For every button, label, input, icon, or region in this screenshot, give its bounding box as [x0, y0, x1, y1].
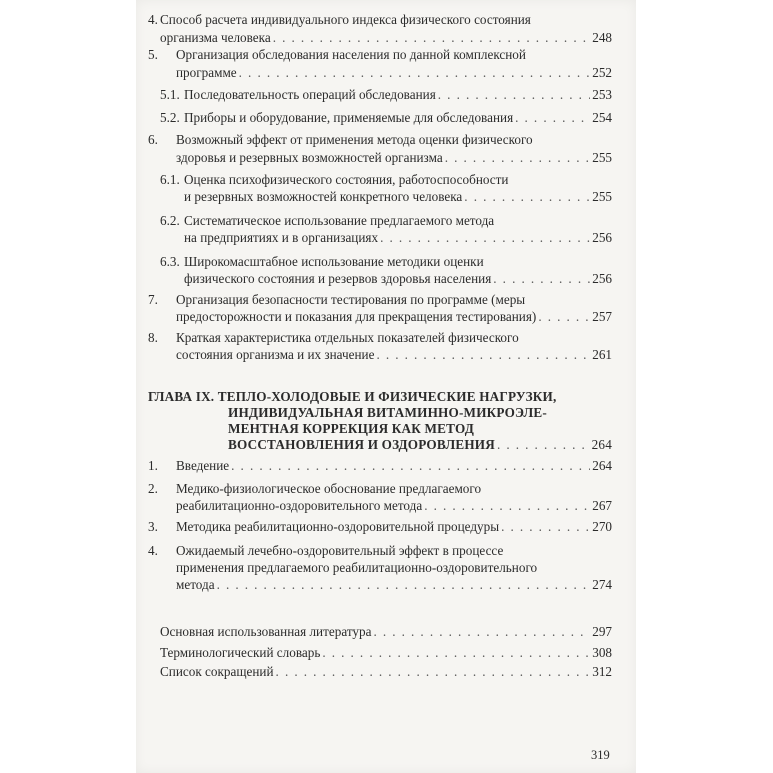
entry-number: 4.	[148, 543, 158, 558]
entry-title-text: метода	[176, 577, 215, 592]
page-ref: 264	[591, 437, 612, 452]
entry-line	[176, 47, 526, 63]
dot-leader	[464, 189, 590, 205]
entry-title-text: Краткая характеристика отдельных показателей физического	[176, 330, 519, 345]
entry-line-with-leader	[184, 230, 612, 246]
entry-number: 2.	[148, 481, 158, 496]
page-ref: 254	[592, 110, 612, 125]
entry-title-text: здоровья и резервных возможностей организма	[176, 150, 443, 165]
entry-line	[184, 213, 494, 229]
entry-title-text: Широкомасштабное использование методики оценки	[184, 254, 484, 269]
entry-title-text: Способ расчета индивидуального индекса физического состояния	[160, 12, 531, 27]
entry-title-text: Приборы и оборудование, применяемые для обследования	[184, 110, 514, 125]
entry-line-with-leader	[160, 30, 612, 46]
entry-number: 5.1.	[160, 87, 180, 102]
chapter-heading-line	[228, 405, 547, 421]
page-ref: 248	[592, 30, 612, 45]
entry-title-text: Оценка психофизического состояния, работоспособности	[184, 172, 509, 187]
chapter-heading-text: ГЛАВА IX. ТЕПЛО-ХОЛОДОВЫЕ И ФИЗИЧЕСКИЕ НАГРУЗКИ,	[148, 389, 557, 404]
entry-line-with-leader	[176, 519, 612, 535]
entry-number: 5.2.	[160, 110, 180, 125]
entry-line	[184, 254, 484, 270]
entry-title-text: Введение	[176, 458, 230, 473]
entry-line	[184, 172, 508, 188]
entry-title-text: Методика реабилитационно-оздоровительной процедуры	[176, 519, 500, 534]
entry-title-text: предосторожности и показания для прекращения тестирования)	[176, 309, 537, 324]
entry-title-text: Медико-физиологическое обоснование предлагаемого	[176, 481, 482, 496]
chapter-heading-line-with-leader	[228, 437, 612, 453]
entry-title-text: применения предлагаемого реабилитационно-оздоровительного	[176, 560, 538, 575]
dot-leader	[445, 150, 591, 166]
page-ref: 274	[592, 577, 612, 592]
page-ref: 312	[592, 664, 612, 679]
dot-leader	[497, 437, 590, 453]
entry-line-with-leader	[176, 65, 612, 81]
entry-title-text: и резервных возможностей конкретного человека	[184, 189, 463, 204]
dot-leader	[239, 65, 591, 81]
dot-leader	[273, 30, 591, 46]
page-ref: 261	[592, 347, 612, 362]
entry-number: 6.	[148, 132, 158, 147]
entry-number: 1.	[148, 458, 158, 473]
back-matter-item	[160, 664, 612, 680]
dot-leader	[515, 110, 590, 126]
entry-title-text: организма человека	[160, 30, 271, 45]
dot-leader	[501, 519, 590, 535]
entry-line	[176, 560, 537, 576]
entry-title-text: Организация безопасности тестирования по программе (меры	[176, 292, 526, 307]
entry-title-text: реабилитационно-оздоровительного метода	[176, 498, 423, 513]
chapter-heading-text: ИНДИВИДУАЛЬНАЯ ВИТАМИННО-МИКРОЭЛЕ-	[228, 405, 547, 420]
page-number: 319	[591, 748, 610, 762]
entry-line	[176, 132, 533, 148]
entry-number: 6.2.	[160, 213, 180, 228]
entry-title-text: программе	[176, 65, 237, 80]
entry-number: 8.	[148, 330, 158, 345]
entry-line-with-leader	[184, 271, 612, 287]
entry-number: 6.3.	[160, 254, 180, 269]
dot-leader	[380, 230, 590, 246]
page-ref: 270	[592, 519, 612, 534]
entry-line	[176, 330, 519, 346]
entry-title-text: Ожидаемый лечебно-оздоровительный эффект в процессе	[176, 543, 504, 558]
entry-number: 3.	[148, 519, 158, 534]
chapter-heading-text: МЕНТНАЯ КОРРЕКЦИЯ КАК МЕТОД	[228, 421, 475, 436]
back-matter-item	[160, 645, 612, 661]
page-ref: 267	[592, 498, 612, 513]
entry-title-text: Последовательность операций обследования	[184, 87, 436, 102]
entry-line-with-leader	[184, 87, 612, 103]
chapter-heading-line	[228, 421, 474, 437]
page-ref: 256	[592, 271, 612, 286]
dot-leader	[276, 664, 591, 680]
entry-line	[176, 543, 503, 559]
dot-leader	[373, 624, 590, 640]
entry-title-text: Организация обследования населения по данной комплексной	[176, 47, 526, 62]
page-ref: 255	[592, 150, 612, 165]
entry-number: 4.	[148, 12, 158, 27]
page-ref: 255	[592, 189, 612, 204]
dot-leader	[438, 87, 590, 103]
page-ref: 253	[592, 87, 612, 102]
dot-leader	[376, 347, 590, 363]
dot-leader	[322, 645, 590, 661]
chapter-heading-line	[148, 389, 557, 405]
dot-leader	[217, 577, 591, 593]
entry-line-with-leader	[176, 309, 612, 325]
chapter-heading-text: ВОССТАНОВЛЕНИЯ И ОЗДОРОВЛЕНИЯ	[228, 437, 495, 452]
page-ref: 264	[592, 458, 612, 473]
entry-number: 5.	[148, 47, 158, 62]
entry-line-with-leader	[176, 347, 612, 363]
entry-line-with-leader	[176, 498, 612, 514]
entry-line	[176, 292, 525, 308]
entry-number: 6.1.	[160, 172, 180, 187]
page-ref: 257	[592, 309, 612, 324]
entry-title-text: на предприятиях и в организациях	[184, 230, 379, 245]
page-ref: 256	[592, 230, 612, 245]
dot-leader	[424, 498, 590, 514]
entry-line-with-leader	[176, 150, 612, 166]
entry-line	[160, 12, 531, 28]
dot-leader	[538, 309, 590, 325]
page-ref: 297	[592, 624, 612, 639]
back-matter-item	[160, 624, 612, 640]
page-ref: 252	[592, 65, 612, 80]
entry-line-with-leader	[184, 110, 612, 126]
entry-title-text: Систематическое использование предлагаемого метода	[184, 213, 495, 228]
entry-title-text: Возможный эффект от применения метода оценки физического	[176, 132, 533, 147]
dot-leader	[231, 458, 590, 474]
entry-title-text: состояния организма и их значение	[176, 347, 375, 362]
back-matter-label: Список сокращений	[160, 664, 274, 679]
book-page	[136, 0, 636, 773]
table-of-contents	[136, 0, 636, 773]
page-ref: 308	[592, 645, 612, 660]
entry-number: 7.	[148, 292, 158, 307]
entry-line	[176, 481, 481, 497]
entry-line-with-leader	[176, 458, 612, 474]
entry-title-text: физического состояния и резервов здоровья населения	[184, 271, 492, 286]
entry-line-with-leader	[184, 189, 612, 205]
dot-leader	[493, 271, 590, 287]
back-matter-label: Терминологический словарь	[160, 645, 321, 660]
back-matter-label: Основная использованная литература	[160, 624, 372, 639]
entry-line-with-leader	[176, 577, 612, 593]
